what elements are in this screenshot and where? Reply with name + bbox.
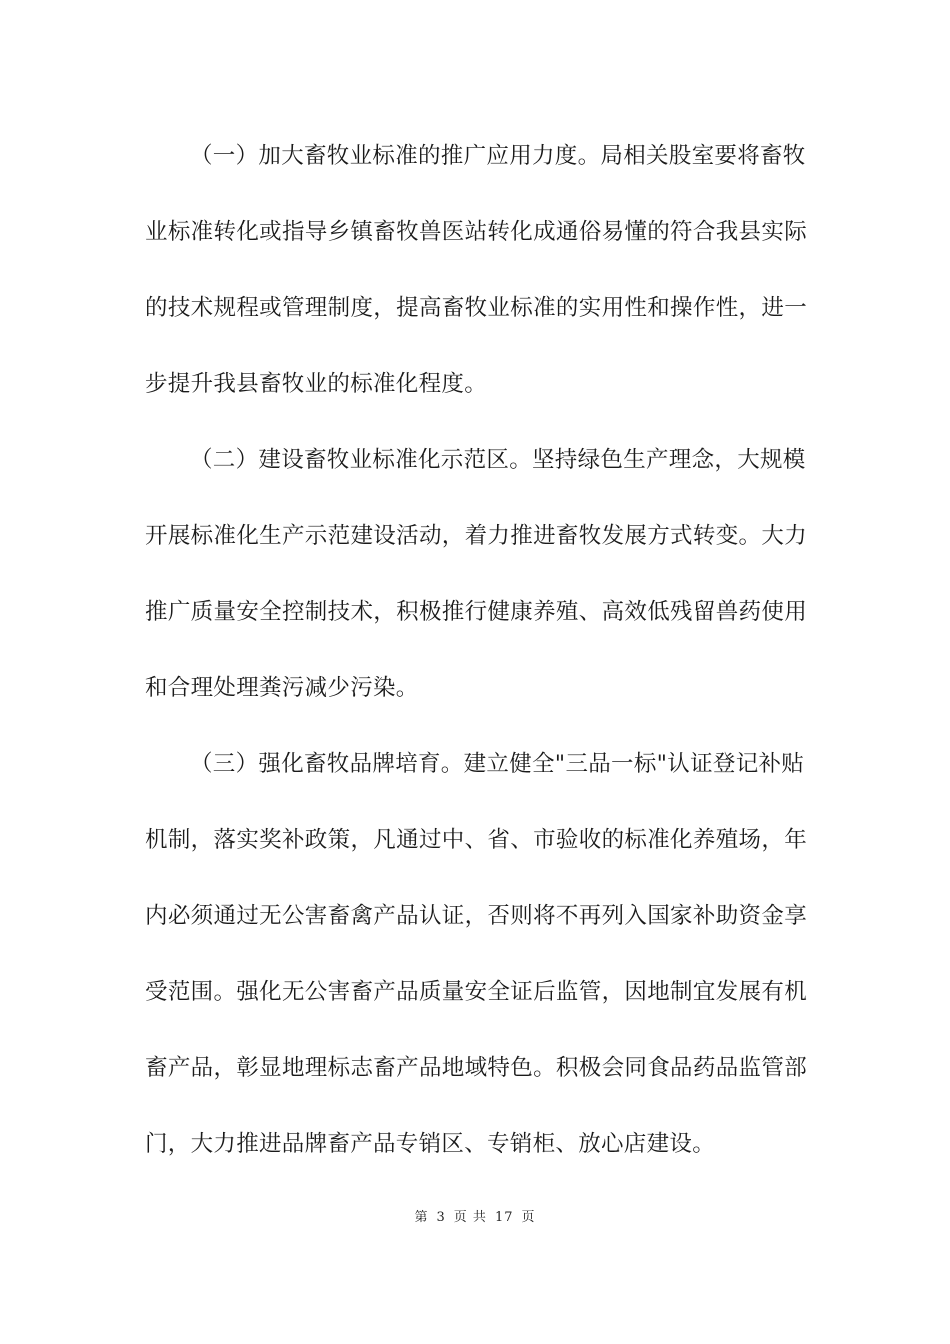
paragraph-2-line-3: 推广质量安全控制技术，积极推行健康养殖、高效低残留兽药使用 [145, 599, 807, 625]
paragraph-3-line-5: 畜产品，彰显地理标志畜产品地域特色。积极会同食品药品监管部 [145, 1055, 807, 1081]
footer-total-pages: 17 [494, 1210, 514, 1225]
footer-mid: 页 共 [453, 1210, 487, 1225]
paragraph-1-line-4: 步提升我县畜牧业的标准化程度。 [145, 371, 488, 397]
paragraph-2-line-4: 和合理处理粪污减少污染。 [145, 675, 419, 701]
paragraph-1-line-1: （一）加大畜牧业标准的推广应用力度。局相关股室要将畜牧 [190, 143, 806, 169]
paragraph-3-line-6: 门，大力推进品牌畜产品专销区、专销柜、放心店建设。 [145, 1131, 716, 1157]
footer-prefix: 第 [414, 1210, 429, 1225]
page-footer [0, 1206, 950, 1225]
paragraph-2-line-1: （二）建设畜牧业标准化示范区。坚持绿色生产理念，大规模 [190, 447, 806, 473]
paragraph-1-line-2: 业标准转化或指导乡镇畜牧兽医站转化成通俗易懂的符合我县实际 [145, 219, 807, 245]
footer-suffix: 页 [521, 1210, 536, 1225]
paragraph-1-line-3: 的技术规程或管理制度，提高畜牧业标准的实用性和操作性，进一 [145, 295, 807, 321]
document-body [145, 128, 807, 1192]
paragraph-2-line-2: 开展标准化生产示范建设活动，着力推进畜牧发展方式转变。大力 [145, 523, 807, 549]
footer-current-page: 3 [436, 1210, 446, 1225]
paragraph-3-line-1: （三）强化畜牧品牌培育。建立健全"三品一标"认证登记补贴 [190, 751, 805, 777]
paragraph-3-line-4: 受范围。强化无公害畜产品质量安全证后监管，因地制宜发展有机 [145, 979, 807, 1005]
paragraph-3-line-2: 机制，落实奖补政策，凡通过中、省、市验收的标准化养殖场，年 [145, 827, 807, 853]
paragraph-3-line-3: 内必须通过无公害畜禽产品认证，否则将不再列入国家补助资金享 [145, 903, 807, 929]
